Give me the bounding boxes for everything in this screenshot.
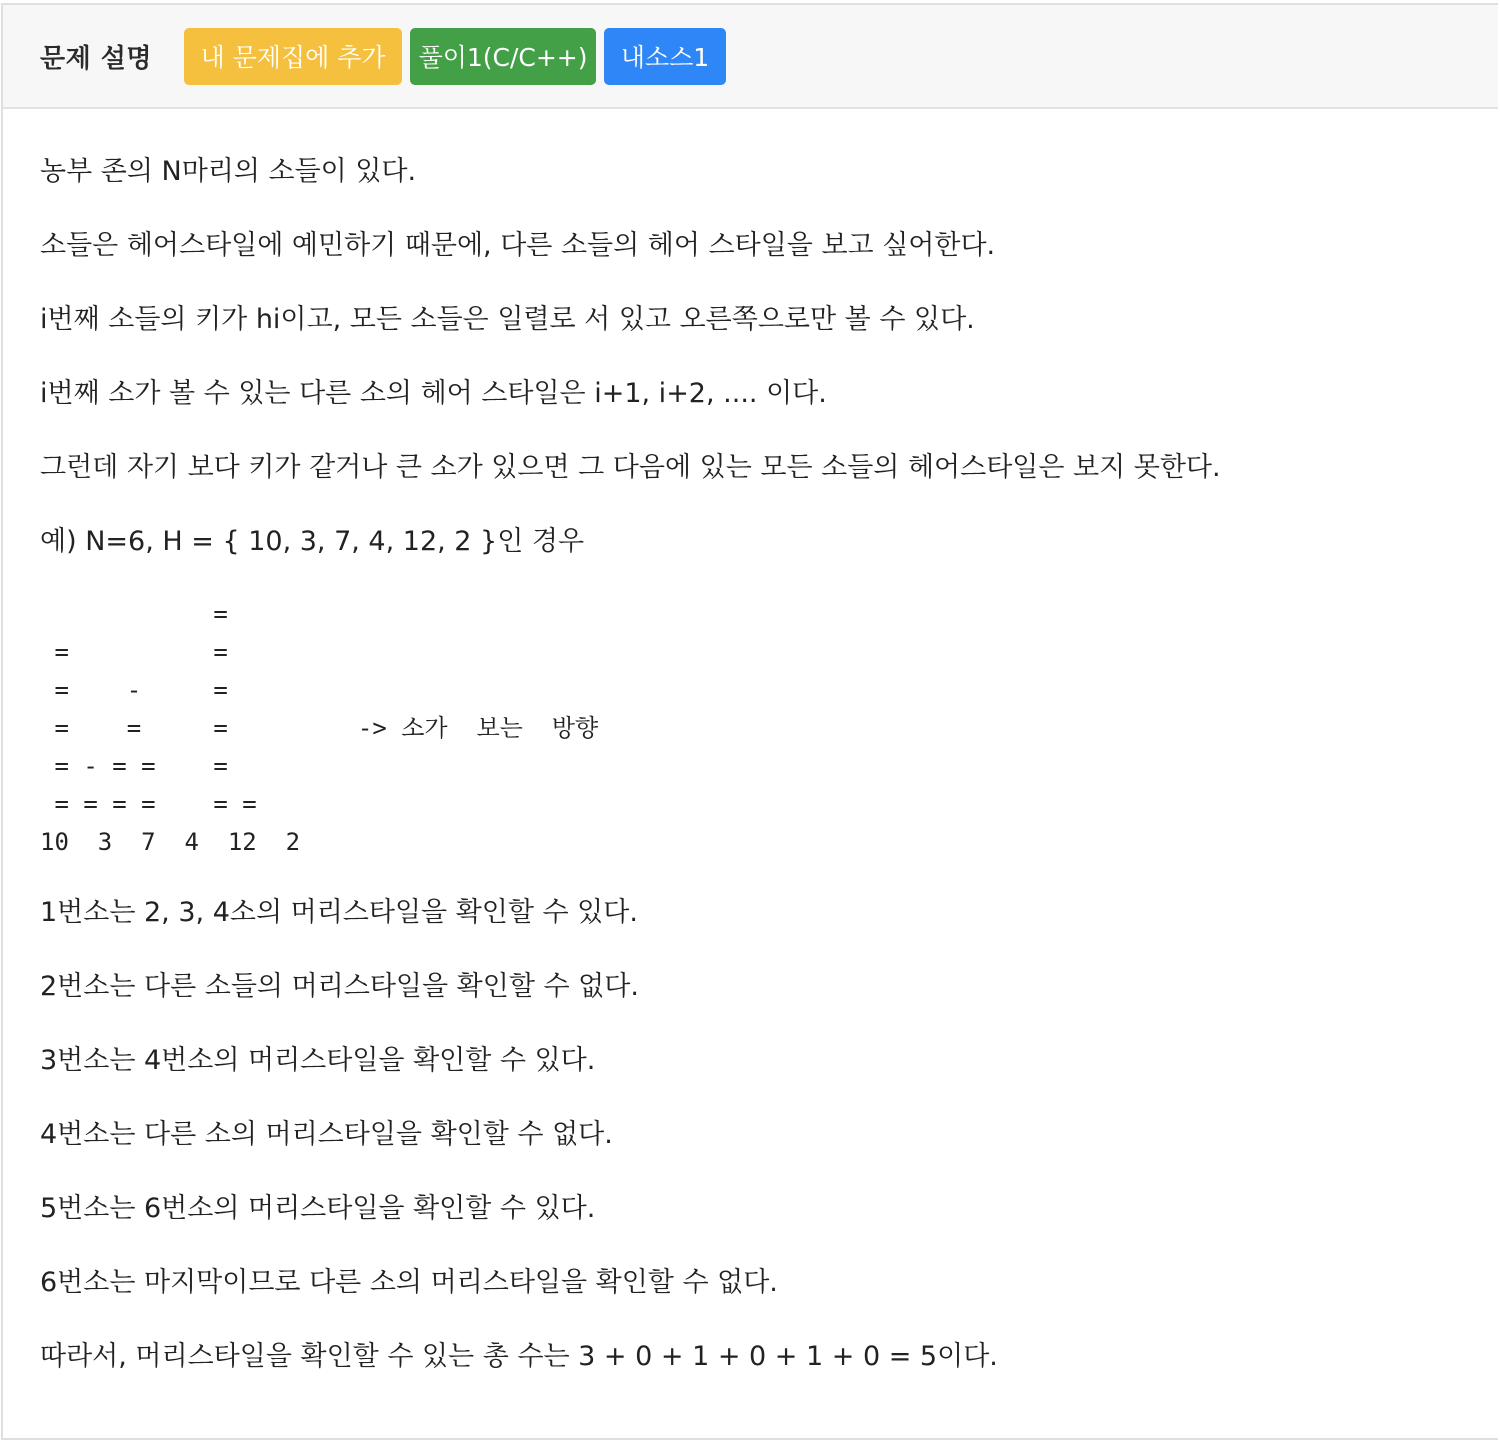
example-paragraph: 예) N=6, H = { 10, 3, 7, 4, 12, 2 }인 경우 bbox=[40, 526, 585, 557]
problem-paragraph: 농부 존의 N마리의 소들이 있다. bbox=[40, 156, 417, 187]
my-source-button[interactable]: 내소스1 bbox=[604, 28, 726, 85]
solution-button[interactable]: 풀이1(C/C++) bbox=[410, 28, 596, 85]
result-paragraph: 4번소는 다른 소의 머리스타일을 확인할 수 없다. bbox=[40, 1119, 613, 1150]
diagram-line: = - = bbox=[40, 676, 228, 704]
result-paragraph: 1번소는 2, 3, 4소의 머리스타일을 확인할 수 있다. bbox=[40, 897, 638, 928]
result-paragraph: 6번소는 마지막이므로 다른 소의 머리스타일을 확인할 수 없다. bbox=[40, 1267, 778, 1298]
result-paragraph: 2번소는 다른 소들의 머리스타일을 확인할 수 없다. bbox=[40, 971, 639, 1002]
problem-paragraph: 그런데 자기 보다 키가 같거나 큰 소가 있으면 그 다음에 있는 모든 소들의 헤어스타일은 보지 못한다. bbox=[40, 452, 1221, 483]
diagram-line: = - = = = bbox=[40, 752, 228, 780]
diagram-line: = bbox=[40, 600, 228, 628]
summary-paragraph: 따라서, 머리스타일을 확인할 수 있는 총 수는 3 + 0 + 1 + 0 + 1 + 0 = 5이다. bbox=[40, 1341, 998, 1372]
diagram-line: 10 3 7 4 12 2 bbox=[40, 828, 301, 856]
problem-paragraph: i번째 소들의 키가 hi이고, 모든 소들은 일렬로 서 있고 오른쪽으로만 볼 수 있다. bbox=[40, 304, 975, 335]
diagram-line: = = = -> 소가 보는 방향 bbox=[40, 714, 599, 742]
problem-description-card bbox=[1, 3, 1498, 1440]
problem-paragraph: 소들은 헤어스타일에 예민하기 때문에, 다른 소들의 헤어 스타일을 보고 싶어한다. bbox=[40, 230, 996, 261]
cow-height-diagram bbox=[40, 595, 598, 861]
problem-paragraph: i번째 소가 볼 수 있는 다른 소의 헤어 스타일은 i+1, i+2, .... 이다. bbox=[40, 378, 827, 409]
add-to-problem-set-button[interactable]: 내 문제집에 추가 bbox=[184, 28, 402, 85]
card-header bbox=[3, 5, 1498, 109]
diagram-line: = = bbox=[40, 638, 228, 666]
result-paragraph: 5번소는 6번소의 머리스타일을 확인할 수 있다. bbox=[40, 1193, 596, 1224]
result-paragraph: 3번소는 4번소의 머리스타일을 확인할 수 있다. bbox=[40, 1045, 596, 1076]
section-title: 문제 설명 bbox=[40, 43, 153, 74]
diagram-line: = = = = = = bbox=[40, 790, 257, 818]
